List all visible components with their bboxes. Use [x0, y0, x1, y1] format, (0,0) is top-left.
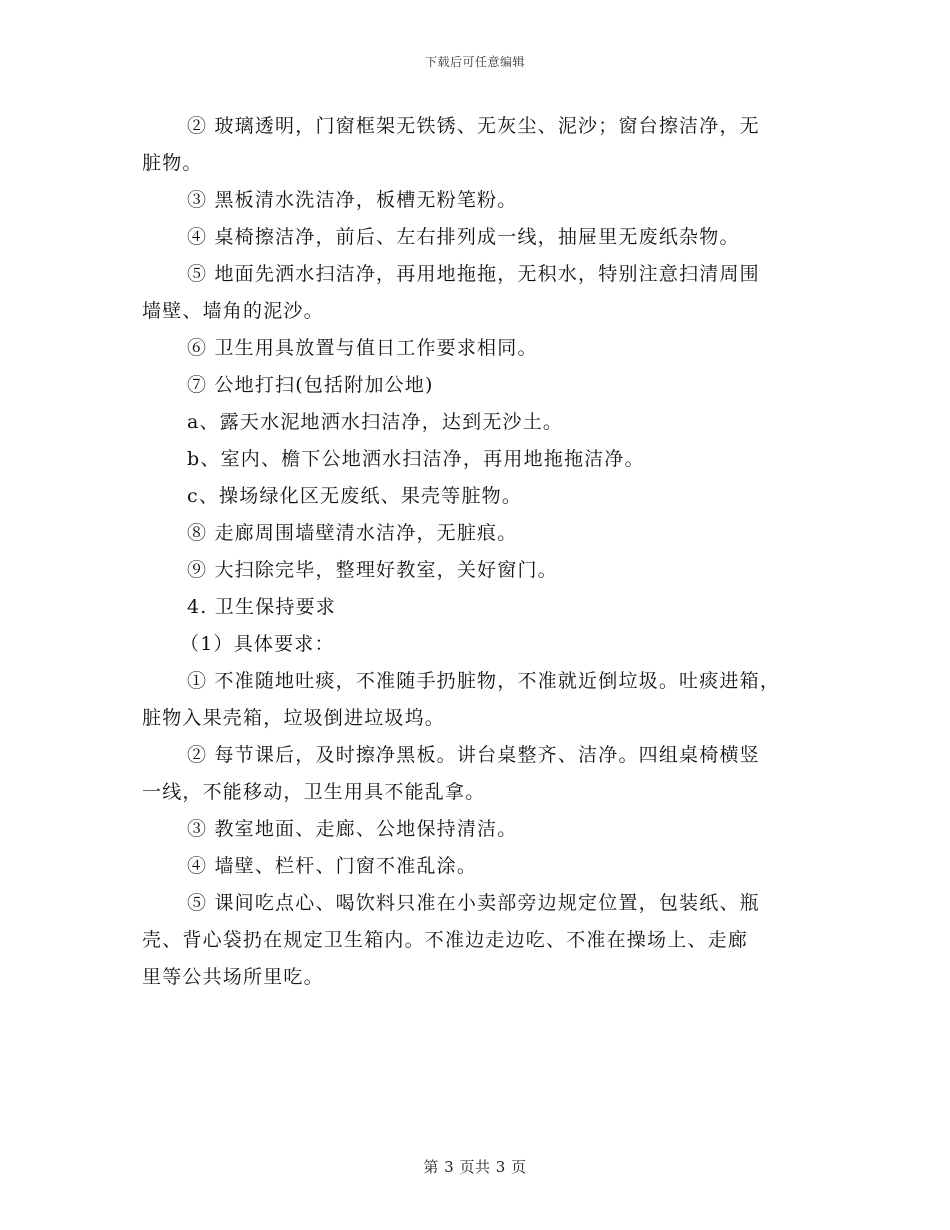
text-line: ③ 黑板清水洗洁净，板槽无粉笔粉。: [187, 189, 518, 211]
text-line: ① 不准随地吐痰，不准随手扔脏物，不准就近倒垃圾。吐痰进箱，: [187, 670, 781, 692]
page-header: 下载后可任意编辑: [424, 55, 525, 69]
text-line: 里等公共场所里吃。: [142, 966, 324, 988]
text-line: b、室内、檐下公地洒水扫洁净，再用地拖拖洁净。: [187, 448, 645, 470]
text-line: （1）具体要求：: [180, 633, 335, 655]
text-line: ④ 桌椅擦洁净，前后、左右排列成一线，抽屉里无废纸杂物。: [187, 226, 740, 248]
text-line: ⑦ 公地打扫(包括附加公地): [187, 374, 434, 396]
text-line: 脏物入果壳箱，垃圾倒进垃圾坞。: [142, 707, 446, 729]
text-line: 4. 卫生保持要求: [187, 596, 336, 618]
text-line: ⑨ 大扫除完毕，整理好教室，关好窗门。: [187, 559, 558, 581]
text-line: ⑤ 地面先洒水扫洁净，再用地拖拖，无积水，特别注意扫清周围: [187, 263, 760, 285]
text-line: ③ 教室地面、走廊、公地保持清洁。: [187, 818, 518, 840]
text-line: a、露天水泥地洒水扫洁净，达到无沙土。: [187, 411, 564, 433]
document-body: [142, 108, 812, 996]
text-line: ② 玻璃透明，门窗框架无铁锈、无灰尘、泥沙；窗台擦洁净，无: [187, 115, 760, 137]
text-line: ⑤ 课间吃点心、喝饮料只准在小卖部旁边规定位置，包装纸、瓶: [187, 892, 760, 914]
text-line: ② 每节课后，及时擦净黑板。讲台桌整齐、洁净。四组桌椅横竖: [187, 744, 760, 766]
text-line: 脏物。: [142, 152, 203, 174]
page-footer: 第 3 页共 3 页: [423, 1158, 527, 1176]
text-line: ⑥ 卫生用具放置与值日工作要求相同。: [187, 337, 538, 359]
text-line: c、操场绿化区无废纸、果壳等脏物。: [187, 485, 523, 507]
text-line: ⑧ 走廊周围墙壁清水洁净，无脏痕。: [187, 522, 518, 544]
text-line: 墙壁、墙角的泥沙。: [142, 300, 324, 322]
text-line: 壳、背心袋扔在规定卫生箱内。不准边走边吃、不准在操场上、走廊: [142, 929, 749, 951]
text-line: 一线，不能移动，卫生用具不能乱拿。: [142, 781, 486, 803]
text-line: ④ 墙壁、栏杆、门窗不准乱涂。: [187, 855, 478, 877]
